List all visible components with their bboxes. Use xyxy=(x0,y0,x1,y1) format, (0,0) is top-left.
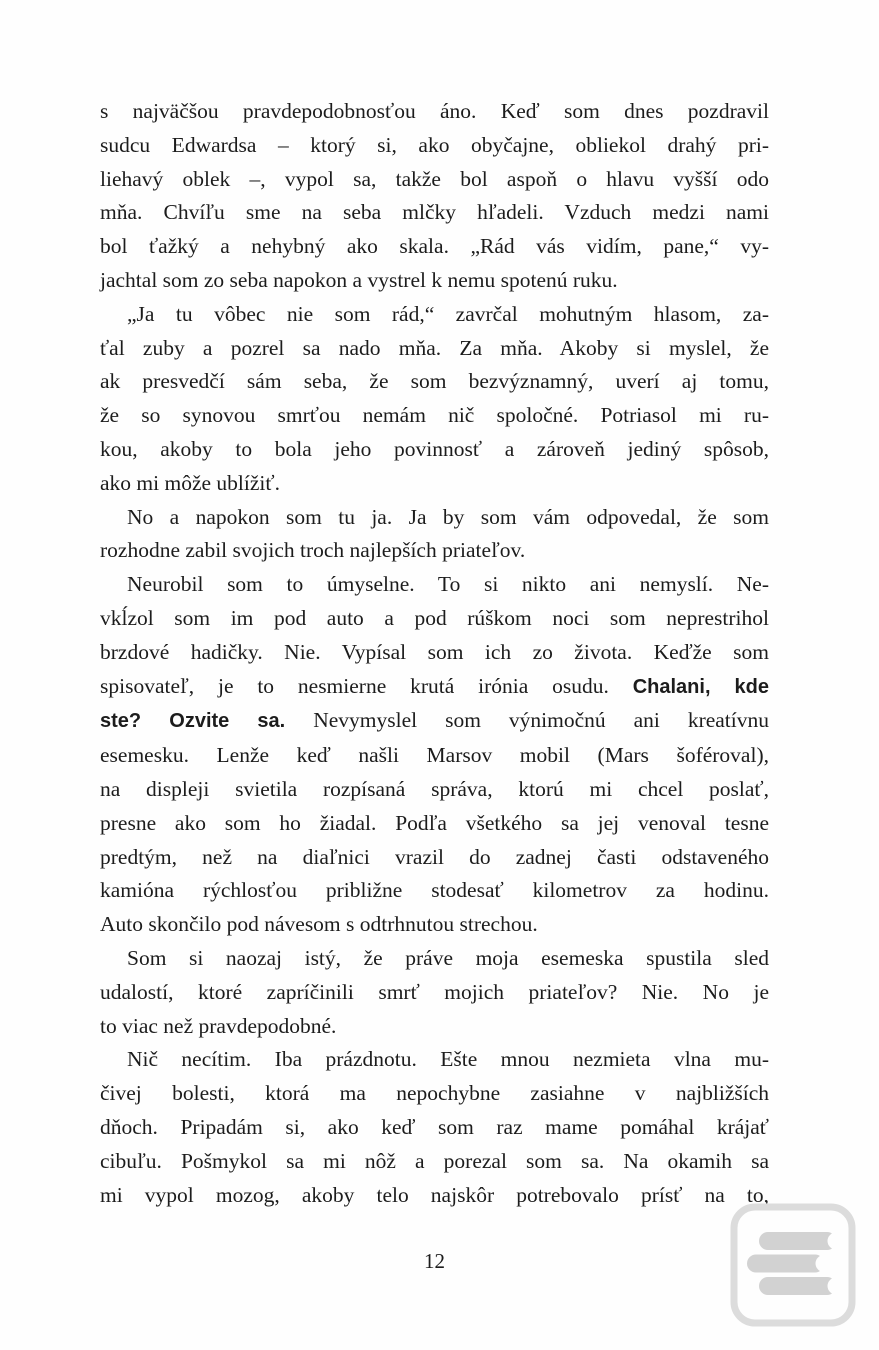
text-segment: No a napokon som tu ja. Ja by som vám odpovedal, že som xyxy=(127,504,769,529)
text-segment: jachtal som zo seba napokon a vystrel k nemu spotenú ruku. xyxy=(100,267,618,292)
books-icon xyxy=(730,1203,856,1327)
text-segment: brzdové hadičky. Nie. Vypísal som ich zo života. Keďže som xyxy=(100,639,769,664)
text-segment: udalostí, ktoré zapríčinili smrť mojich priateľov? Nie. No je xyxy=(100,979,769,1004)
sms-quote-bold-text: Chalani, kde xyxy=(632,675,770,698)
text-line xyxy=(100,433,769,467)
page-number: 12 xyxy=(424,1249,445,1273)
text-line xyxy=(100,1010,769,1044)
page-text xyxy=(100,95,769,1212)
text-segment: ak presvedčí sám seba, že som bezvýznamný, uverí aj tomu, xyxy=(100,369,769,394)
text-line xyxy=(100,1145,769,1179)
text-line xyxy=(100,636,769,670)
text-segment: s najväčšou pravdepodobnosťou áno. Keď som dnes pozdravil xyxy=(100,99,769,123)
book-bottom-icon xyxy=(759,1277,845,1295)
text-segment: predtým, než na diaľnici vrazil do zadnej časti odstaveného xyxy=(100,844,769,869)
text-line xyxy=(100,467,769,501)
text-line xyxy=(100,942,769,976)
text-segment: Neurobil som to úmyselne. To si nikto ani nemyslí. Ne- xyxy=(127,572,769,597)
text-segment: presne ako som ho žiadal. Podľa všetkého sa jej venoval tesne xyxy=(100,810,769,835)
text-line xyxy=(100,163,769,197)
text-segment: esemesku. Lenže keď našli Marsov mobil (Mars šoféroval), xyxy=(100,743,769,768)
text-segment: cibuľu. Pošmykol sa mi nôž a porezal som sa. Na okamih sa xyxy=(100,1148,769,1173)
text-line xyxy=(100,807,769,841)
text-line xyxy=(100,739,769,773)
text-segment: Auto skončilo pod návesom s odtrhnutou strechou. xyxy=(100,912,538,937)
text-line xyxy=(100,196,769,230)
text-line xyxy=(100,704,769,739)
three-books-logo-watermark xyxy=(730,1203,856,1327)
text-segment: čivej bolesti, ktorá ma nepochybne zasiahne v najbližších xyxy=(100,1081,769,1106)
text-line xyxy=(100,1043,769,1077)
text-line xyxy=(100,95,769,129)
text-line xyxy=(100,976,769,1010)
text-line xyxy=(100,874,769,908)
text-line xyxy=(100,298,769,332)
text-line xyxy=(100,670,769,705)
text-segment: rozhodne zabil svojich troch najlepších priateľov. xyxy=(100,538,526,563)
text-line xyxy=(100,365,769,399)
text-line xyxy=(100,1077,769,1111)
text-segment: že so synovou smrťou nemám nič spoločné. Potriasol mi ru- xyxy=(100,403,769,428)
text-line xyxy=(100,773,769,807)
text-line xyxy=(100,534,769,568)
text-segment: ako mi môže ublížiť. xyxy=(100,470,280,495)
text-segment: Som si naozaj istý, že práve moja esemeska spustila sled xyxy=(127,945,769,970)
text-segment: sudcu Edwardsa – ktorý si, ako obyčajne, obliekol drahý pri- xyxy=(100,132,769,157)
text-line xyxy=(100,264,769,298)
text-segment: kamióna rýchlosťou približne stodesať kilometrov za hodinu. xyxy=(100,878,769,903)
text-segment: mi vypol mozog, akoby telo najskôr potrebovalo prísť na to, xyxy=(100,1182,769,1207)
text-segment: to viac než pravdepodobné. xyxy=(100,1013,337,1038)
text-line xyxy=(100,129,769,163)
text-line xyxy=(100,602,769,636)
text-segment: spisovateľ, je to nesmierne krutá irónia osudu. xyxy=(100,673,633,698)
text-line xyxy=(100,399,769,433)
text-segment: Nič necítim. Iba prázdnotu. Ešte mnou nezmieta vlna mu- xyxy=(127,1047,769,1072)
text-segment: na displeji svietila rozpísaná správa, ktorú mi chcel poslať, xyxy=(100,776,769,801)
text-line xyxy=(100,230,769,264)
text-segment: ťal zuby a pozrel sa nado mňa. Za mňa. Akoby si myslel, že xyxy=(100,335,769,360)
text-segment: liehavý oblek –, vypol sa, takže bol aspoň o hlavu vyšší odo xyxy=(100,166,769,191)
text-line xyxy=(100,1111,769,1145)
text-line xyxy=(100,332,769,366)
text-segment: Nevymyslel som výnimočnú ani kreatívnu xyxy=(285,708,770,733)
sms-quote-bold-text: ste? Ozvite sa. xyxy=(100,710,286,733)
text-line xyxy=(100,908,769,942)
text-segment: bol ťažký a nehybný ako skala. „Rád vás vidím, pane,“ vy- xyxy=(100,234,769,259)
book-top-icon xyxy=(759,1232,845,1250)
text-line xyxy=(100,841,769,875)
text-segment: dňoch. Pripadám si, ako keď som raz mame pomáhal krájať xyxy=(100,1114,769,1139)
text-segment: kou, akoby to bola jeho povinnosť a zároveň jediný spôsob, xyxy=(100,436,769,461)
text-segment: mňa. Chvíľu sme na seba mlčky hľadeli. Vzduch medzi nami xyxy=(100,200,769,225)
text-line xyxy=(100,568,769,602)
book-middle-icon xyxy=(747,1255,833,1273)
text-segment: „Ja tu vôbec nie som rád,“ zavrčal mohutným hlasom, za- xyxy=(127,301,769,326)
text-line xyxy=(100,1179,769,1213)
text-segment: vkĺzol som im pod auto a pod rúškom noci som neprestrihol xyxy=(100,605,769,630)
text-line xyxy=(100,501,769,535)
